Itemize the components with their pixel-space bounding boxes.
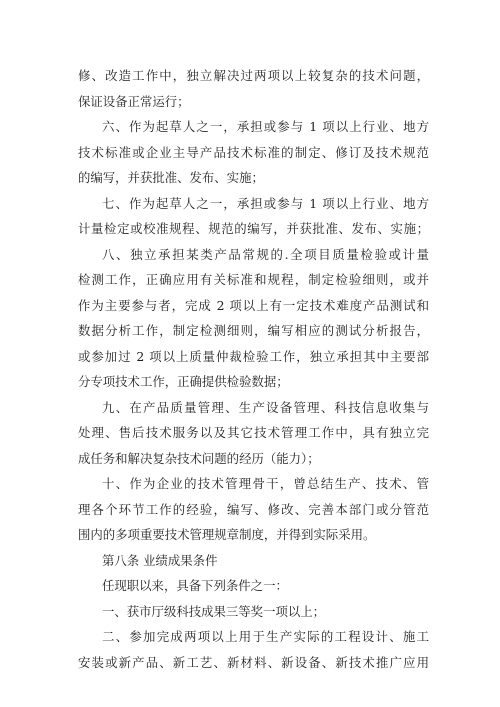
text-line: 检测工作，正确应用有关标准和规程，制定检验细则，或并 — [78, 272, 429, 287]
text-line: 第八条 业绩成果条件 — [102, 552, 218, 568]
text-line: 八、独立承担某类产品常规的.全项目质量检验或计量 — [102, 246, 429, 262]
text-line: 任现职以来，具备下列条件之一： — [102, 578, 288, 593]
text-line: 或参加过 2 项以上质量仲裁检验工作，独立承担其中主要部 — [78, 348, 429, 364]
text-line: 七、作为起草人之一，承担或参与 1 项以上行业、地方 — [102, 195, 429, 211]
text-line: 理各个环节工作的经验，编写、修改、完善本部门或分管范 — [78, 501, 429, 517]
text-line: 的编写，并获批准、发布、实施； — [78, 170, 264, 185]
text-line: 六、作为起草人之一，承担或参与 1 项以上行业、地方 — [102, 119, 429, 134]
text-line: 二、参加完成两项以上用于生产实际的工程设计、施工 — [102, 629, 429, 644]
text-line: 计量检定或校准规程、规范的编写，并获批准、发布、实施； — [78, 221, 429, 236]
document-body — [78, 63, 429, 675]
text-line: 分专项技术工作，正确提供检验数据； — [78, 374, 289, 389]
text-line: 修、改造工作中，独立解决过两项以上较复杂的技术问题， — [78, 68, 429, 83]
text-line: 数据分析工作，制定检测细则，编写相应的测试分析报告， — [78, 323, 429, 338]
text-line: 安装或新产品、新工艺、新材料、新设备、新技术推广应用 — [78, 654, 429, 670]
text-line: 一、获市厅级科技成果三等奖一项以上； — [102, 603, 326, 619]
text-line: 十、作为企业的技术管理骨干，曾总结生产、技术、管 — [102, 476, 429, 491]
text-line: 处理、售后技术服务以及其它技术管理工作中，具有独立完 — [78, 425, 429, 440]
text-line: 保证设备正常运行； — [78, 93, 190, 109]
text-line: 九、在产品质量管理、生产设备管理、科技信息收集与 — [102, 399, 429, 415]
text-line: 技术标准或企业主导产品技术标准的制定、修订及技术规范 — [78, 144, 429, 160]
text-line: 围内的多项重要技术管理规章制度，并得到实际采用。 — [78, 527, 376, 542]
text-line: 成任务和解决复杂技术问题的经历（能力）； — [78, 450, 320, 466]
text-line: 作为主要参与者，完成 2 项以上有一定技术难度产品测试和 — [78, 297, 429, 313]
